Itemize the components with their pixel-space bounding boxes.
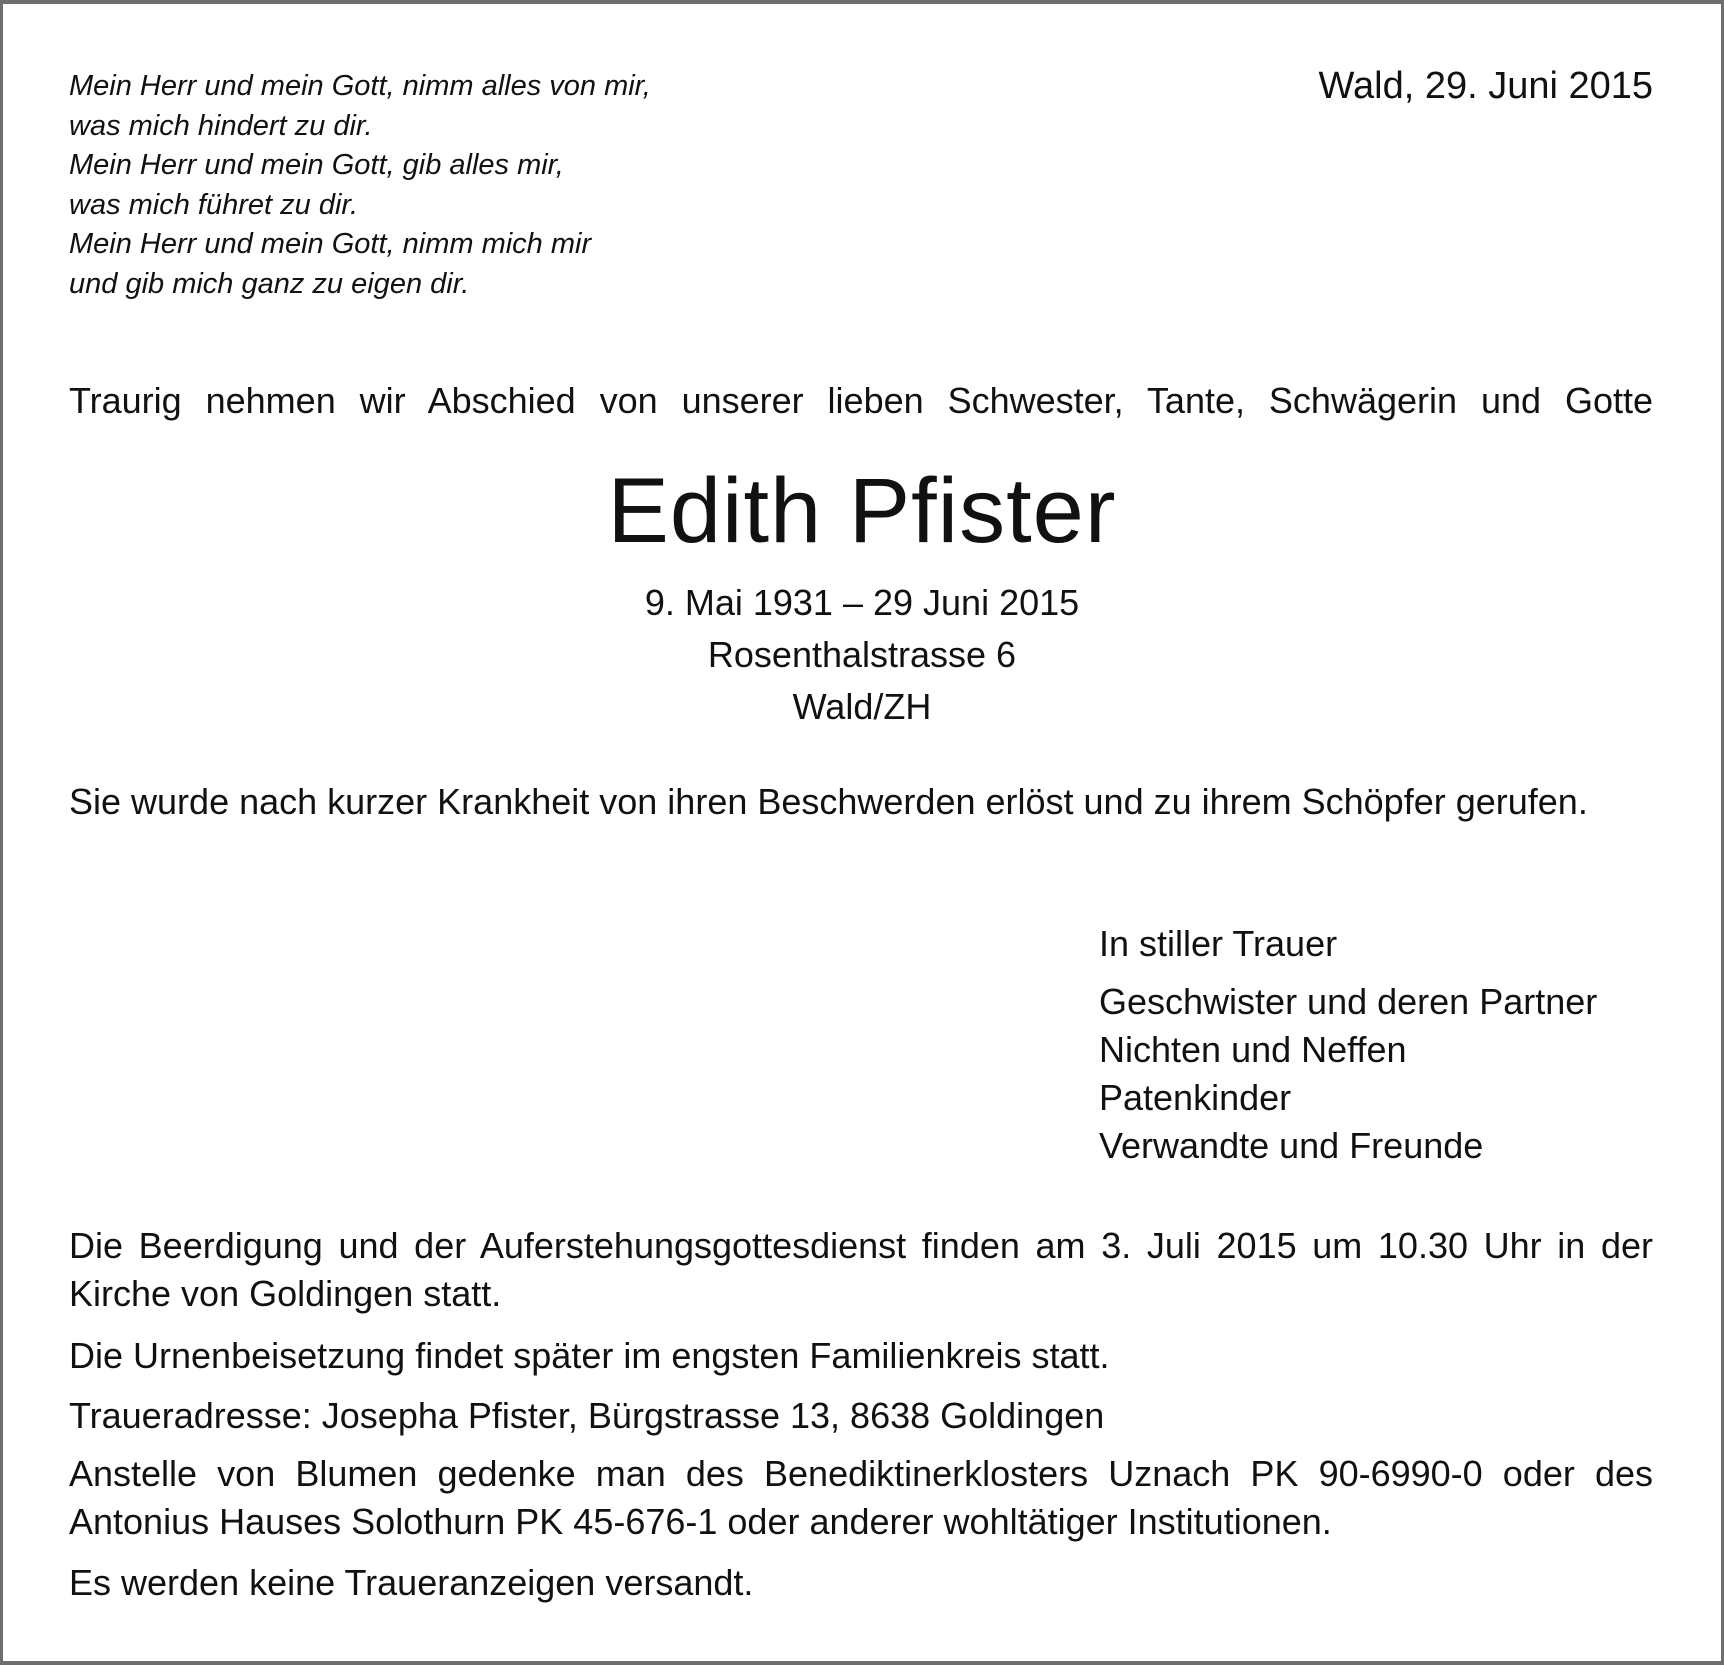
poem-line: Mein Herr und mein Gott, nimm alles von mir, — [69, 70, 651, 102]
place-and-date: Wald, 29. Juni 2015 — [1318, 65, 1653, 107]
life-dates: 9. Mai 1931 – 29 Juni 2015 — [644, 582, 1080, 623]
release-paragraph: Sie wurde nach kurzer Krankheit von ihren Beschwerden erlöst und zu ihrem Schöpfer gerufen. — [69, 781, 1588, 822]
mourning-address: Traueradresse: Josepha Pfister, Bürgstrasse 13, 8638 Goldingen — [69, 1395, 1105, 1436]
street-address: Rosenthalstrasse 6 — [707, 634, 1017, 675]
poem-block — [69, 67, 829, 304]
poem-line: Mein Herr und mein Gott, gib alles mir, — [69, 149, 564, 181]
deceased-details — [3, 577, 1721, 733]
mourner-line: Verwandte und Freunde — [1099, 1125, 1484, 1166]
town: Wald/ZH — [792, 686, 932, 727]
no-notices-paragraph: Es werden keine Traueranzeigen versandt. — [69, 1562, 754, 1603]
funeral-paragraph: Die Beerdigung und der Auferstehungsgottesdienst finden am 3. Juli 2015 um 10.30 Uhr in der Kirche von Goldingen statt. — [69, 1225, 1653, 1314]
mourners-block — [1099, 920, 1597, 1170]
intro-line: Traurig nehmen wir Abschied von unserer lieben Schwester, Tante, Schwägerin und Gotte — [69, 380, 1653, 421]
deceased-name: Edith Pfister — [607, 460, 1117, 562]
poem-line: was mich führet zu dir. — [69, 188, 359, 221]
poem-line: Mein Herr und mein Gott, nimm mich mir — [69, 228, 592, 260]
poem-line: und gib mich ganz zu eigen dir. — [69, 267, 470, 300]
poem-line: was mich hindert zu dir. — [69, 109, 373, 142]
urn-paragraph: Die Urnenbeisetzung findet später im engsten Familienkreis statt. — [69, 1335, 1110, 1376]
mourner-line: Geschwister und deren Partner — [1099, 981, 1598, 1022]
donations-paragraph: Anstelle von Blumen gedenke man des Benediktinerklosters Uznach PK 90-6990-0 oder des Antonius Hauses Solothurn PK 45-676-1 oder anderer wohltätiger Institutionen. — [69, 1453, 1653, 1542]
mourners-intro: In stiller Trauer — [1099, 923, 1338, 964]
obituary-notice — [3, 4, 1721, 1661]
mourner-line: Nichten und Neffen — [1099, 1029, 1407, 1070]
mourner-line: Patenkinder — [1099, 1077, 1292, 1118]
